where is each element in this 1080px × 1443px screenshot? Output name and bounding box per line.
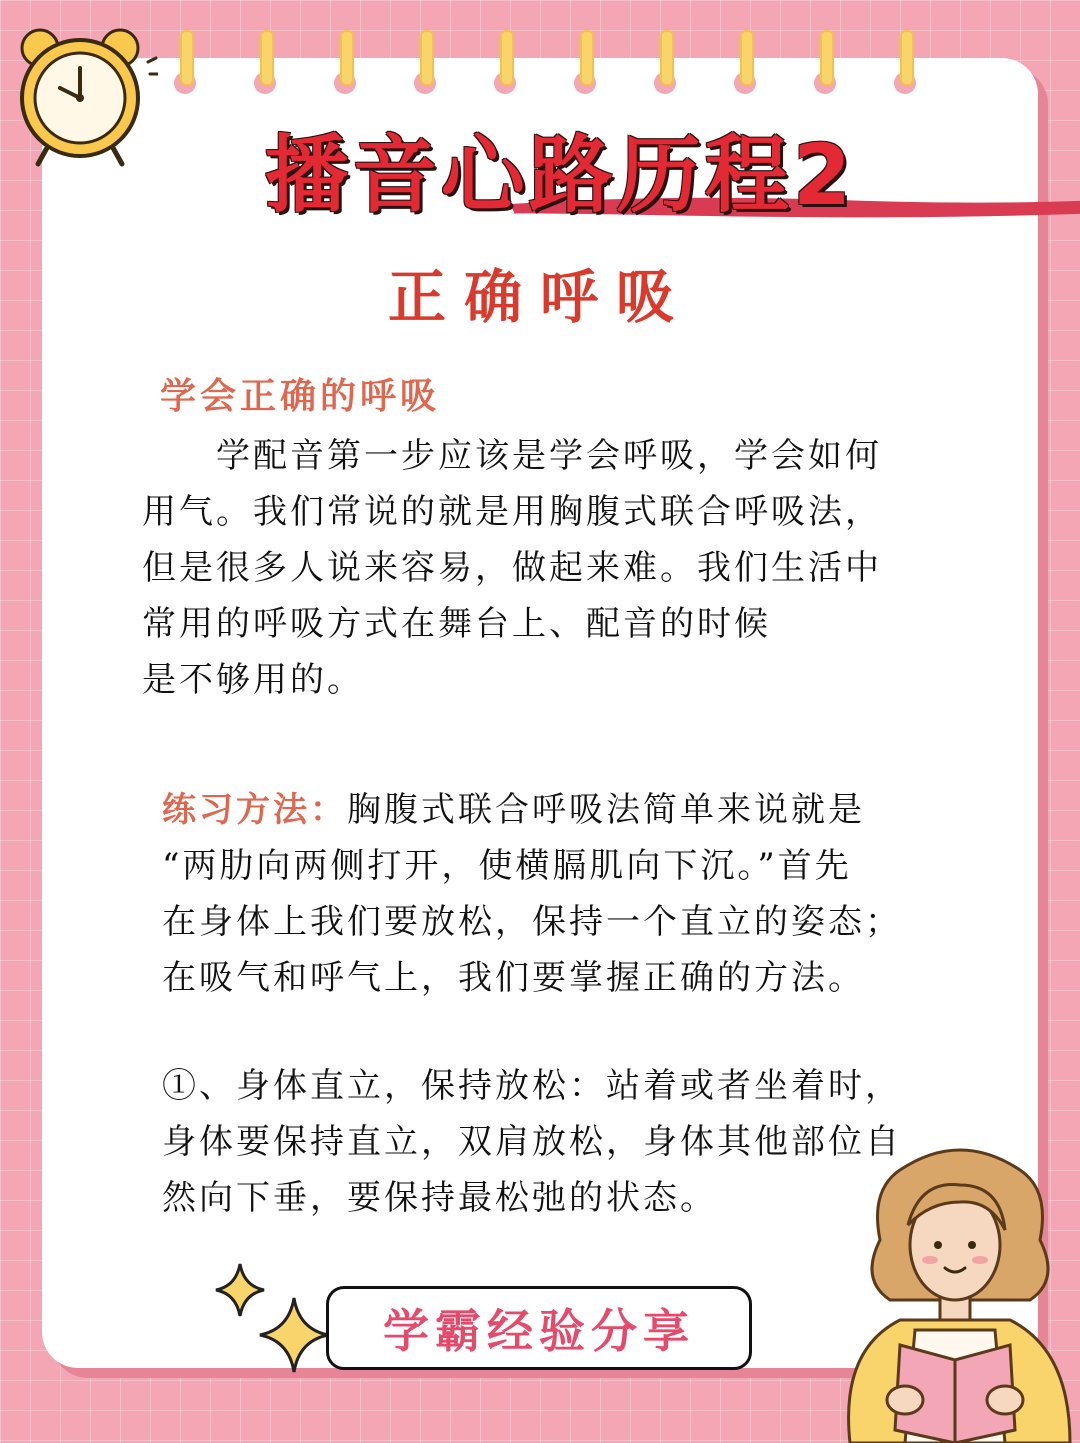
practice-text: 胸腹式联合呼吸法简单来说就是 “两肋向两侧打开，使横膈肌向下沉。”首先 在身体上我们要放松，保持一个直立的姿态； 在吸气和呼气上，我们要掌握正确的方法。 bbox=[162, 790, 902, 998]
girl-reading-illustration bbox=[830, 1130, 1080, 1443]
intro-paragraph: 学配音第一步应该是学会呼吸，学会如何 用气。我们常说的就是用胸腹式联合呼吸法， 但是很多人说来容易，做起来难。我们生活中 常用的呼吸方式在舞台上、配音的时候 是不够用的。 bbox=[142, 436, 882, 700]
binder-ring-icon bbox=[898, 30, 912, 90]
binder-ring-icon bbox=[418, 30, 432, 90]
binder-ring-icon bbox=[338, 30, 352, 90]
page-title: 播音心路历程2 bbox=[264, 126, 856, 224]
title-block bbox=[180, 108, 980, 228]
alarm-clock-icon bbox=[8, 18, 158, 168]
practice-label: 练习方法： bbox=[162, 790, 347, 830]
binder-ring-icon bbox=[178, 30, 192, 90]
binder-ring-icon bbox=[498, 30, 512, 90]
practice-paragraph bbox=[162, 782, 962, 1006]
share-badge bbox=[326, 1286, 752, 1370]
binder-ring-icon bbox=[258, 30, 272, 90]
badge-label: 学霸经验分享 bbox=[383, 1304, 695, 1358]
step-one-paragraph: ①、身体直立，保持放松：站着或者坐着时， 身体要保持直立，双肩放松，身体其他部位自 然向下垂，要保持最松弛的状态。 bbox=[162, 1066, 902, 1218]
subtitle: 正确呼吸 bbox=[387, 263, 692, 331]
binder-ring-icon bbox=[818, 30, 832, 90]
binder-ring-icon bbox=[658, 30, 672, 90]
section-heading: 学会正确的呼吸 bbox=[160, 375, 441, 417]
binder-ring-icon bbox=[578, 30, 592, 90]
binder-ring-icon bbox=[738, 30, 752, 90]
sparkle-icon bbox=[258, 1296, 330, 1374]
